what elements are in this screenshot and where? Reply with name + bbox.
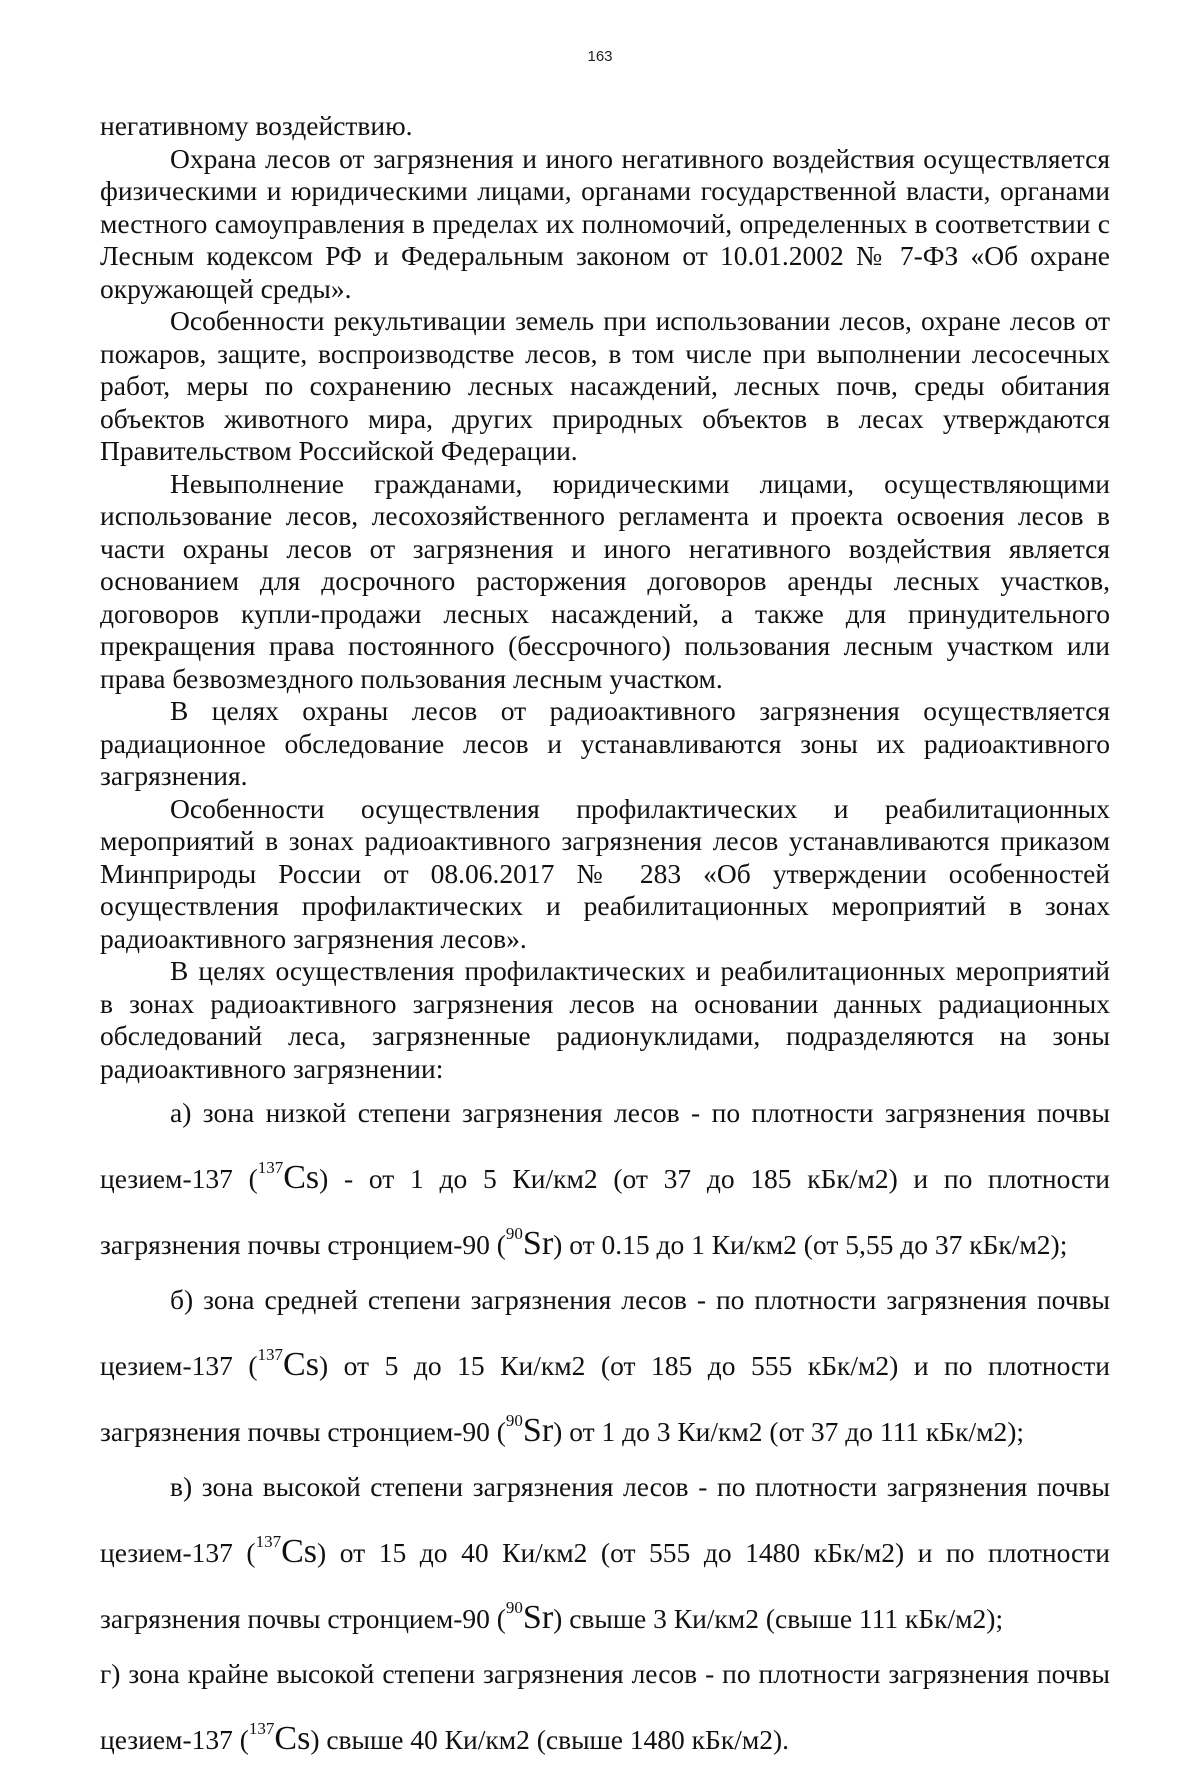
paragraph-zone-classification: В целях осуществления профилактических и реабилитационных мероприятий в зонах радиоактивного загрязнения лесов на основании данных радиационных обследований леса, загрязненные радионуклидами, подразделяются на зоны радиоактивного загрязнении: [100,955,1110,1084]
isotope-symbol: Sr [522,1599,554,1636]
zone-text: ) - от 1 до 5 Ки/км2 (от 37 до 185 кБк/м2) и по плотности загрязнения почвы стронцием-90 ( [100,1163,1110,1260]
zone-text: а) зона низкой степени загрязнения лесов - по плотности загрязнения почвы цезием-137 ( [100,1097,1110,1194]
isotope-symbol: Sr [522,1225,554,1262]
zone-text: ) свыше 40 Ки/км2 (свыше 1480 кБк/м2). [310,1724,790,1755]
paragraph-recultivation: Особенности рекультивации земель при использовании лесов, охране лесов от пожаров, защите, воспроизводстве лесов, в том числе при выполнении лесосечных работ, меры по сохранению лесных насаждений, лесных почв, среды обитания объектов животного мира, других природных объектов в лесах утверждаются Правительством Российской Федерации. [100,305,1110,466]
isotope-mass: 137 [255,1532,282,1551]
cesium-137-formula [257,1345,319,1383]
paragraph-non-compliance: Невыполнение гражданами, юридическими лицами, осуществляющими использование лесов, лесохозяйственного регламента и проекта освоения лесов в части охраны лесов от загрязнения и иного негативного воздействия является основанием для досрочного расторжения договоров аренды лесных участков, договоров купли-продажи лесных насаждений, а также для принудительного прекращения права постоянного (бессрочного) пользования лесным участком или права безвозмездного пользования лесным участком. [100,467,1110,694]
strontium-90-formula [505,1224,554,1262]
isotope-mass: 90 [505,1224,523,1243]
paragraph-radiation-survey: В целях охраны лесов от радиоактивного загрязнения осуществляется радиационное обследование лесов и устанавливаются зоны их радиоактивного загрязнения. [100,695,1110,791]
isotope-symbol: Cs [281,1533,317,1570]
isotope-symbol: Cs [274,1720,311,1757]
isotope-symbol: Cs [283,1159,320,1196]
isotope-symbol: Sr [522,1412,554,1449]
paragraph-forest-protection: Охрана лесов от загрязнения и иного негативного воздействия осуществляется физическими и юридическими лицами, органами государственной власти, органами местного самоуправления в пределах их полномочий, определенных в соответствии с Лесным кодексом РФ и Федеральным законом от 10.01.2002 № 7-ФЗ «Об охране окружающей среды». [100,142,1110,304]
isotope-mass: 137 [257,1345,284,1364]
zone-text: ) от 1 до 3 Ки/км2 (от 37 до 111 кБк/м2); [553,1416,1025,1447]
isotope-mass: 90 [505,1411,523,1430]
strontium-90-formula [505,1411,554,1449]
cesium-137-formula [257,1158,320,1196]
zone-text: ) от 5 до 15 Ки/км2 (от 185 до 555 кБк/м2) и по плотности загрязнения почвы стронцием-90 ( [100,1350,1111,1447]
zone-text: б) зона средней степени загрязнения лесов - по плотности загрязнения почвы цезием-137 ( [100,1284,1110,1381]
zone-text: ) от 15 до 40 Ки/км2 (от 555 до 1480 кБк/м2) и по плотности загрязнения почвы стронцием-90 ( [100,1537,1110,1634]
isotope-mass: 137 [248,1719,275,1738]
isotope-mass: 137 [257,1158,284,1177]
cesium-137-formula [248,1719,311,1757]
zone-text: ) свыше 3 Ки/км2 (свыше 111 кБк/м2); [553,1603,1004,1634]
zone-item-high [100,1459,1110,1646]
document-body [100,110,1110,1767]
isotope-symbol: Cs [283,1346,319,1383]
zone-text: в) зона высокой степени загрязнения лесов - по плотности загрязнения почвы цезием-137 ( [100,1471,1110,1568]
paragraph-ministry-order: Особенности осуществления профилактических и реабилитационных мероприятий в зонах радиоактивного загрязнения лесов устанавливаются приказом Минприроды России от 08.06.2017 № 283 «Об утверждении особенностей осуществления профилактических и реабилитационных мероприятий в зонах радиоактивного загрязнения лесов». [100,792,1110,954]
strontium-90-formula [505,1598,554,1636]
zone-text: ) от 0.15 до 1 Ки/км2 (от 5,55 до 37 кБк/м2); [553,1229,1068,1260]
zone-item-extreme [100,1646,1110,1767]
cesium-137-formula [255,1532,317,1570]
zone-item-low [100,1085,1110,1272]
intro-line: негативному воздействию. [100,110,413,141]
page-number: 163 [587,48,613,65]
isotope-mass: 90 [505,1598,523,1617]
zone-item-medium [100,1272,1110,1459]
zone-text: г) зона крайне высокой степени загрязнения лесов - по плотности загрязнения почвы цезием-137 ( [100,1658,1110,1755]
